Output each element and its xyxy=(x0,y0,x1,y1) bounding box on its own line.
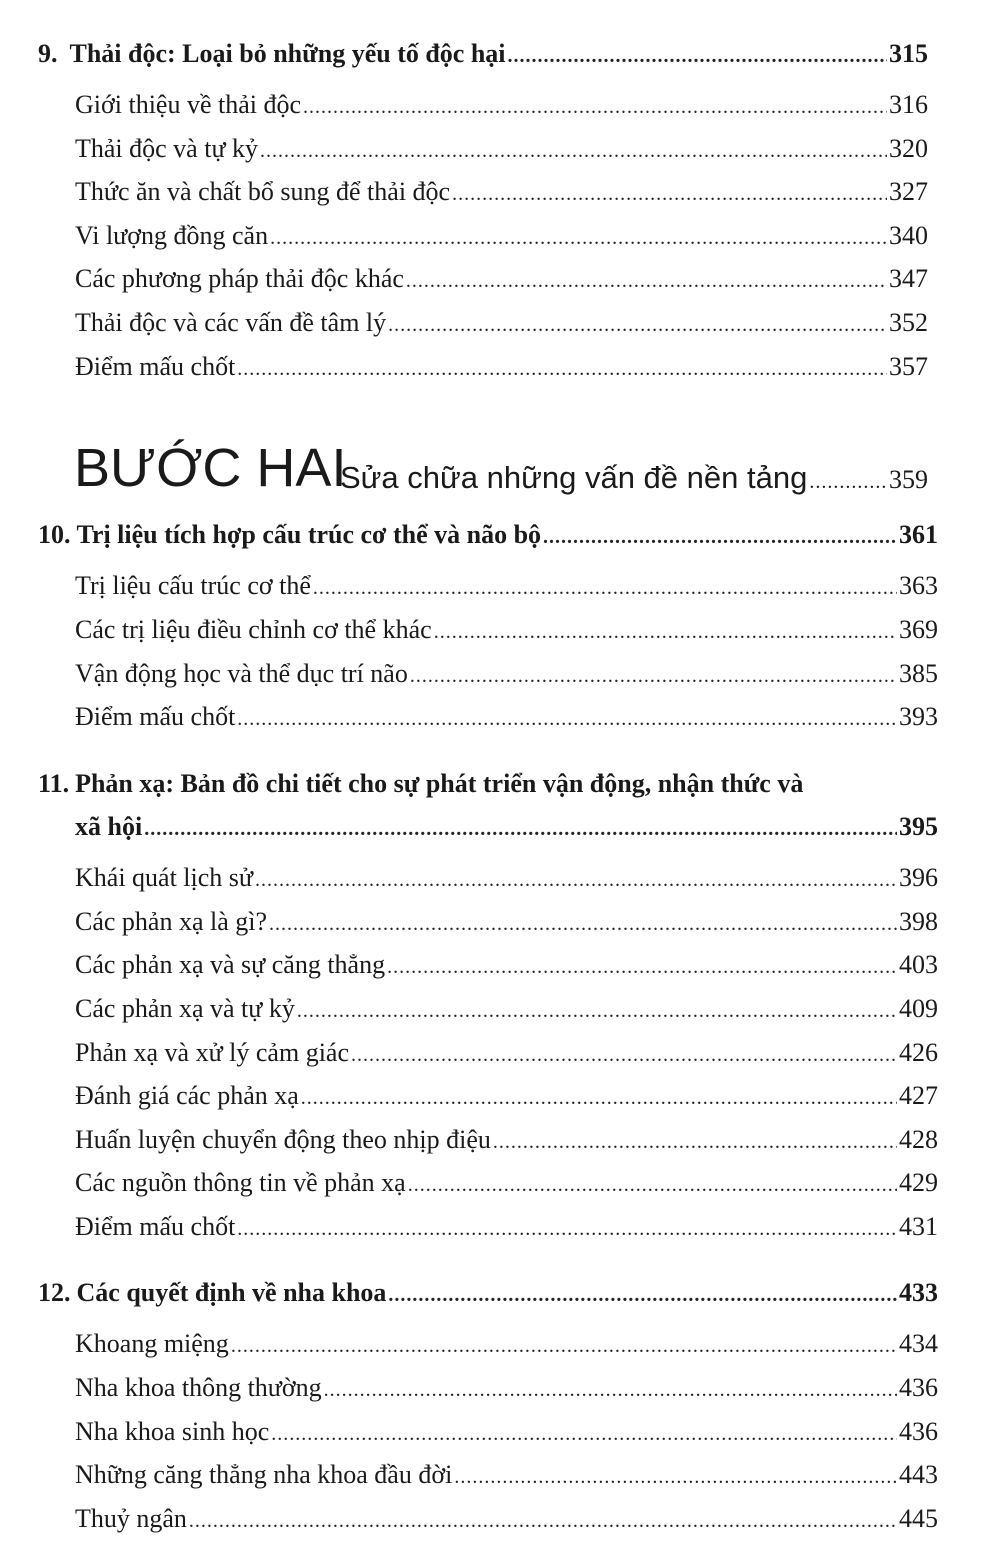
dot-leader xyxy=(410,660,897,692)
dot-leader xyxy=(493,1126,897,1158)
toc-entry[interactable]: Điểm mấu chốt ..... 393 xyxy=(75,701,938,735)
chapter-title-line2: xã hội xyxy=(75,812,143,841)
toc-entry[interactable]: Vi lượng đồng căn ..... 340 xyxy=(75,220,928,254)
toc-entry[interactable]: Những căng thẳng nha khoa đầu đời ..... 443 xyxy=(75,1459,938,1493)
dot-leader xyxy=(297,995,897,1027)
toc-entry[interactable]: Thức ăn và chất bổ sung để thải độc ..... 327 xyxy=(75,176,928,210)
toc-entry[interactable]: Vận động học và thể dục trí não ..... 385 xyxy=(75,658,938,692)
page-number: 361 xyxy=(899,520,938,549)
dot-leader xyxy=(809,471,887,494)
dot-leader xyxy=(387,951,897,983)
dot-leader xyxy=(508,40,887,72)
step-two-title: Sửa chữa những vấn đề nền tảng xyxy=(340,460,808,495)
dot-leader xyxy=(408,1169,897,1201)
toc-entry[interactable]: Điểm mấu chốt ..... 357 xyxy=(75,351,928,385)
chapter-title: 12. Các quyết định về nha khoa xyxy=(38,1278,387,1307)
step-two-label: BƯỚC HAI xyxy=(74,438,347,498)
toc-entry[interactable]: Các trị liệu điều chỉnh cơ thể khác ..... 369 xyxy=(75,614,938,648)
toc-entry[interactable]: Các phản xạ và sự căng thẳng ..... 403 xyxy=(75,949,938,983)
toc-entry[interactable]: Thải độc và các vấn đề tâm lý ..... 352 xyxy=(75,307,928,341)
dot-leader xyxy=(271,1418,897,1450)
toc-entry[interactable]: Nha khoa sinh học ..... 436 xyxy=(75,1416,938,1450)
toc-entry[interactable]: Huấn luyện chuyển động theo nhịp điệu ..... 428 xyxy=(75,1124,938,1158)
dot-leader xyxy=(452,178,887,210)
dot-leader xyxy=(388,309,887,341)
dot-leader xyxy=(237,353,887,385)
toc-entry[interactable]: Các phương pháp thải độc khác ..... 347 xyxy=(75,263,928,297)
toc-step-two[interactable] xyxy=(340,458,928,498)
toc-entry[interactable]: Các phản xạ và tự kỷ ..... 409 xyxy=(75,993,938,1027)
toc-entry[interactable]: Khoang miệng ..... 434 xyxy=(75,1328,938,1362)
toc-chapter-9[interactable] xyxy=(38,38,928,72)
toc-entry[interactable]: Nha khoa thông thường ..... 436 xyxy=(75,1372,938,1406)
toc-entry[interactable]: Thải độc và tự kỷ ..... 320 xyxy=(75,133,928,167)
dot-leader xyxy=(231,1330,897,1362)
dot-leader xyxy=(255,864,897,896)
toc-entry[interactable]: Giới thiệu về thải độc ..... 316 xyxy=(75,89,928,123)
chapter-title: 9. Thải độc: Loại bỏ những yếu tố độc hại xyxy=(38,39,506,68)
toc-entry[interactable]: Các nguồn thông tin về phản xạ ..... 429 xyxy=(75,1167,938,1201)
dot-leader xyxy=(144,813,897,845)
toc-entry[interactable]: Điểm mấu chốt ..... 431 xyxy=(75,1211,938,1245)
dot-leader xyxy=(388,1279,897,1311)
toc-entry[interactable]: Các phản xạ là gì? ..... 398 xyxy=(75,906,938,940)
chapter-11-title-line1[interactable]: 11. Phản xạ: Bản đồ chi tiết cho sự phát triển vận động, nhận thức và xyxy=(38,769,804,798)
dot-leader xyxy=(324,1374,897,1406)
dot-leader xyxy=(313,572,897,604)
toc-chapter-11[interactable] xyxy=(75,811,938,845)
page-number: 315 xyxy=(889,39,928,68)
page-number: 433 xyxy=(899,1278,938,1307)
page-number: 395 xyxy=(899,812,938,841)
dot-leader xyxy=(543,521,897,553)
dot-leader xyxy=(237,703,897,735)
dot-leader xyxy=(303,91,887,123)
dot-leader xyxy=(454,1461,897,1493)
dot-leader xyxy=(270,222,887,254)
dot-leader xyxy=(406,265,887,297)
toc-entry[interactable]: Phản xạ và xử lý cảm giác ..... 426 xyxy=(75,1037,938,1071)
toc-entry[interactable]: Khái quát lịch sử ..... 396 xyxy=(75,862,938,896)
toc-entry[interactable]: Đánh giá các phản xạ ..... 427 xyxy=(75,1080,938,1114)
dot-leader xyxy=(434,616,897,648)
dot-leader xyxy=(351,1039,897,1071)
toc-chapter-10[interactable] xyxy=(38,519,938,553)
chapter-title: 10. Trị liệu tích hợp cấu trúc cơ thể và não bộ xyxy=(38,520,542,549)
toc-chapter-12[interactable] xyxy=(38,1277,938,1311)
dot-leader xyxy=(260,135,887,167)
toc-entry[interactable]: Trị liệu cấu trúc cơ thể ..... 363 xyxy=(75,570,938,604)
toc-entry[interactable]: Thuỷ ngân ..... 445 xyxy=(75,1503,938,1537)
dot-leader xyxy=(189,1505,897,1537)
dot-leader xyxy=(269,908,897,940)
dot-leader xyxy=(301,1082,897,1114)
page-number: 359 xyxy=(889,465,928,494)
dot-leader xyxy=(237,1213,897,1245)
